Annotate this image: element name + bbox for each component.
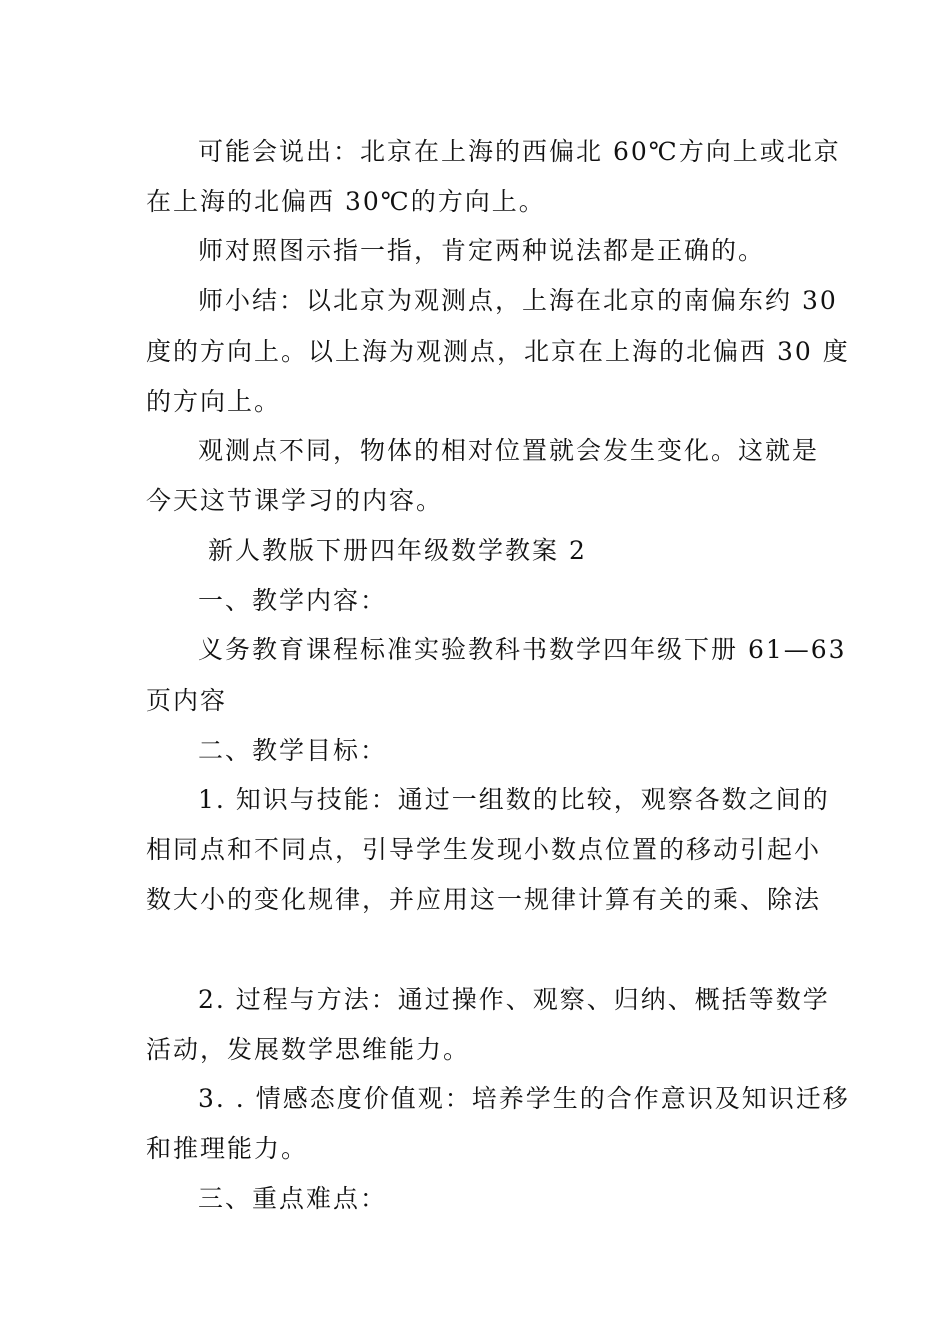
- paragraph-line: 义务教育课程标准实验教科书数学四年级下册 61—63: [198, 635, 847, 664]
- paragraph-line: 师对照图示指一指，肯定两种说法都是正确的。: [198, 236, 766, 265]
- paragraph-line: 度的方向上。以上海为观测点，北京在上海的北偏西 30 度: [146, 337, 850, 366]
- paragraph-line: 页内容: [146, 686, 228, 715]
- section-title: 新人教版下册四年级数学教案 2: [208, 536, 587, 565]
- section-heading: 一、教学内容：: [198, 586, 388, 615]
- paragraph-line: 相同点和不同点，引导学生发现小数点位置的移动引起小: [146, 835, 822, 864]
- paragraph-line: 的方向上。: [146, 387, 282, 416]
- paragraph-line: 3. . 情感态度价值观：培养学生的合作意识及知识迁移: [198, 1084, 850, 1113]
- section-heading: 三、重点难点：: [198, 1184, 388, 1213]
- paragraph-line: 今天这节课学习的内容。: [146, 486, 444, 515]
- paragraph-line: 数大小的变化规律，并应用这一规律计算有关的乘、除法: [146, 885, 822, 914]
- paragraph-line: 在上海的北偏西 30℃的方向上。: [146, 187, 546, 216]
- paragraph-line: 可能会说出：北京在上海的西偏北 60℃方向上或北京: [198, 137, 841, 166]
- paragraph-line: 2. 过程与方法：通过操作、观察、归纳、概括等数学: [198, 985, 830, 1014]
- paragraph-line: 和推理能力。: [146, 1134, 309, 1163]
- paragraph-line: 活动，发展数学思维能力。: [146, 1035, 471, 1064]
- paragraph-line: 观测点不同，物体的相对位置就会发生变化。这就是: [198, 436, 820, 465]
- paragraph-line: 师小结：以北京为观测点，上海在北京的南偏东约 30: [198, 286, 838, 315]
- section-heading: 二、教学目标：: [198, 736, 388, 765]
- paragraph-line: 1. 知识与技能：通过一组数的比较，观察各数之间的: [198, 785, 830, 814]
